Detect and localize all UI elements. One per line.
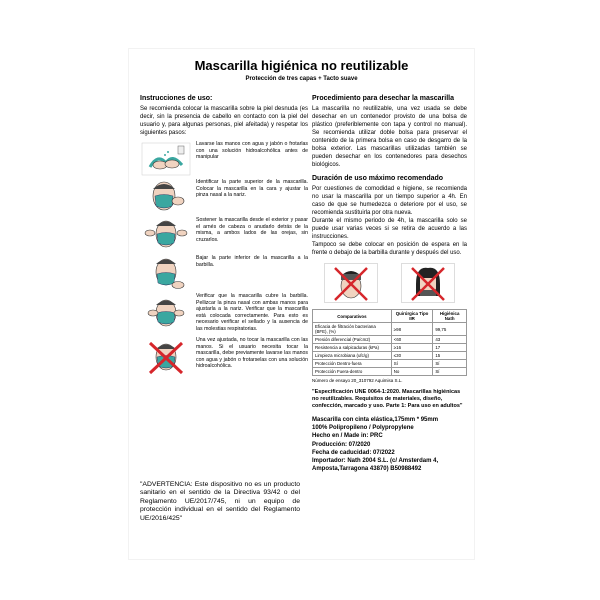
table-cell: ≥16: [391, 344, 433, 352]
table-cell: Protección Dentro-fuera: [313, 360, 392, 368]
step-2-text: Identificar la parte superior de la mascarilla. Colocar la mascarilla en la cara y ajustar la pinza nasal a la nariz.: [196, 179, 308, 199]
table-row: [313, 344, 467, 352]
table-cell: Sí: [433, 360, 467, 368]
table-cell: Resistencia a salpicaduras (kPa): [313, 344, 392, 352]
table-cell: 43: [433, 336, 467, 344]
table-header: Higiénica Nath: [433, 310, 467, 323]
table-cell: 99,75: [433, 323, 467, 336]
step-4-text: Bajar la parte inferior de la mascarilla a la barbilla.: [196, 255, 308, 268]
table-note: Número de ensayo 20_310792 Aquimisa S.L.: [312, 378, 403, 383]
table-header: Comparativos: [313, 310, 392, 323]
step-1: [140, 141, 308, 175]
no-forehead-icon: [324, 263, 378, 303]
ear-loop-illustration: [140, 217, 192, 251]
comparison-table: [312, 309, 467, 376]
table-row: [313, 336, 467, 344]
table-cell: Sí: [391, 360, 433, 368]
info-line: Importador: Nath 2004 S.L. (c/ Amsterdam 4, Amposta,Tarragona 43870) B50988492: [312, 458, 439, 473]
face-mask-placement-illustration: [140, 179, 192, 213]
table-cell: Limpieza microbiana (ufc/g): [313, 352, 392, 360]
table-cell: 15: [433, 352, 467, 360]
step-2: [140, 179, 308, 213]
table-cell: 17: [433, 344, 467, 352]
info-line: 100% Polipropileno / Polypropylene: [312, 425, 414, 432]
table-row: [313, 368, 467, 376]
table-row: [313, 360, 467, 368]
table-header-row: [313, 310, 467, 323]
step-1-text: Lavarse las manos con agua y jabón o frotarlas con una solución hidroalcohólica antes de manipular: [196, 141, 308, 161]
product-label-sheet: [128, 48, 475, 560]
info-line: Hecho en / Made in: PRC: [312, 433, 383, 440]
handwash-illustration: [140, 141, 192, 175]
table-header: Quirúrgica Tipo IIR: [391, 310, 433, 323]
disposal-heading: Procedimiento para desechar la mascarilla: [312, 95, 455, 102]
product-info: [312, 416, 467, 473]
duration-text-3: Tampoco se debe colocar en posición de espera en la frente o debajo de la barbilla durante y después del uso.: [312, 242, 467, 256]
table-cell: Protección Fuera-dentro: [313, 368, 392, 376]
table-cell: <60: [391, 336, 433, 344]
info-line: Producción: 07/2020: [312, 441, 371, 448]
step-4: [140, 255, 308, 289]
table-cell: ≤30: [391, 352, 433, 360]
instructions-intro: Se recomienda colocar la mascarilla sobre la piel desnuda (es decir, sin la presencia de cabello en contacto con la piel del usuario y, para algunas personas, piel afeitada) y respetar los siguientes pasos:: [140, 106, 308, 136]
duration-text-1: Por cuestiones de comodidad e higiene, se recomienda no usar la mascarilla por un tiempo superior a 4h. En caso de que se humedezca o deteriore por el uso, se recomienda sustituirla por otra nueva.: [312, 186, 467, 216]
page-subtitle: Protección de tres capas + Tacto suave: [245, 76, 358, 82]
chin-adjust-illustration: [140, 255, 192, 289]
step-6: [140, 337, 308, 377]
step-6-text: Una vez ajustada, no tocar la mascarilla con las manos. Si el usuario necesita tocar la mascarilla, debe previamente lavarse las manos con agua y jabón o frotarselas con una solución hidroalcohólica.: [196, 337, 308, 370]
improper-use-icons: [312, 263, 467, 303]
table-cell: ≥98: [391, 323, 433, 336]
instructions-column: [140, 95, 308, 377]
table-row: [313, 352, 467, 360]
table-cell: Eficacia de filtración bacteriana (BFE), (%): [313, 323, 392, 336]
duration-text-2: Durante el mismo periodo de 4h, la mascarilla solo se puede usar varias veces si se retira de acuerdo a las instrucciones.: [312, 218, 467, 240]
disposal-text: La mascarilla no reutilizable, una vez usada se debe desechar en un contenedor provisto de una bolsa de plástico (preferiblemente con tapa y control no manual). Se recomienda utilizar doble bolsa para preservar el contenido de la primera bolsa en caso de desgarro de la bolsa exterior. Las mascarillas utilizadas también se pueden desechar en los contenedores para desechos biológicos.: [312, 106, 467, 168]
table-cell: No: [391, 368, 433, 376]
table-cell: Presión diferencial (Pa/cm2): [313, 336, 392, 344]
info-column: [312, 95, 467, 473]
step-5: [140, 293, 308, 333]
step-3: [140, 217, 308, 251]
step-3-text: Sostener la mascarilla desde el exterior y pasar el arnés de cabeza o anudarlo detrás de la misma, a ambos lados de las orejas, sin cruzarlos.: [196, 217, 308, 243]
info-line: Mascarilla con cinta elástica,175mm * 95mm: [312, 417, 439, 423]
warning-notice: "ADVERTENCIA: Este dispositivo no es un producto sanitario en el sentido de la Directiva 93/42 o del Reglamento UE/2017/745, ni un equipo de protección individual en el sentido del Reglamento UE/2016/425": [140, 481, 300, 522]
no-chin-icon: [401, 263, 455, 303]
nose-clip-adjust-illustration: [140, 293, 192, 333]
instructions-heading: Instrucciones de uso:: [140, 95, 213, 102]
table-row: [313, 323, 467, 336]
specification-text: "Especificación UNE 0064-1:2020. Mascarillas higiénicas no reutilizables. Requisitos de materiales, diseño, confección, marcado y uso. Parte 1: Para uso en adultos": [312, 389, 463, 409]
step-5-text: Verificar que la mascarilla cubre la barbilla. Pellizcar la pinza nasal con ambas manos para ajustarla a la nariz. Verificar que la mascarilla está colocada correctamente. Para esto es necesario verificar el sellado y la ausencia de las molestias respiratorias.: [196, 293, 308, 332]
info-line: Fecha de caducidad: 07/2022: [312, 449, 395, 456]
table-cell: Sí: [433, 368, 467, 376]
duration-heading: Duración de uso máximo recomendado: [312, 175, 444, 182]
page-title: Mascarilla higiénica no reutilizable: [194, 58, 409, 73]
no-touch-illustration: [140, 337, 192, 377]
